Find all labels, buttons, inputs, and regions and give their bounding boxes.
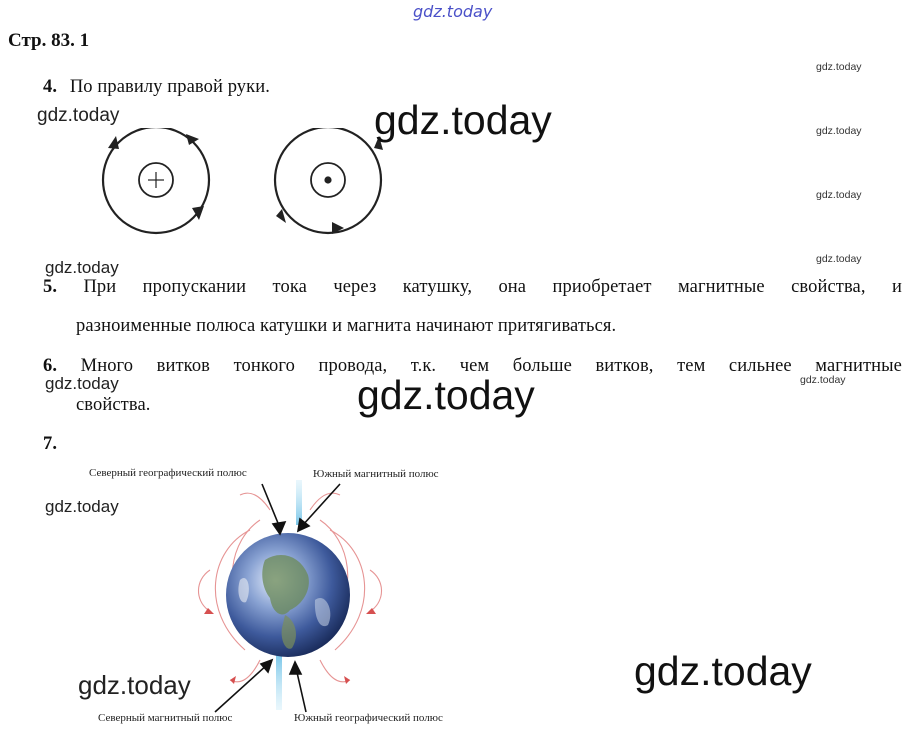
item-text: По правилу правой руки. [69,77,270,97]
item-6-line-2: свойства. [76,395,151,415]
current-into-page-icon [103,128,209,233]
earth-globe-icon [226,533,350,657]
item-7 [43,434,57,455]
watermark-large-2: gdz.today [357,372,535,418]
label-north-geographic-pole: Северный географический полюс [89,467,247,479]
watermark-small-5: gdz.today [800,374,846,386]
watermark-medium-1: gdz.today [37,105,120,126]
watermark-small-2: gdz.today [816,125,862,137]
item-number: 5. [43,277,58,297]
watermark-small-1: gdz.today [816,61,862,73]
item-number: 4. [43,77,58,97]
label-north-magnetic-pole: Северный магнитный полюс [98,712,233,724]
watermark-medium-5: gdz.today [78,670,191,700]
label-south-geographic-pole: Южный географический полюс [294,712,443,724]
watermark-small-3: gdz.today [816,189,862,201]
item-text: При пропускании тока через катушку, она приобретает магнитные свойства, и [83,277,902,297]
item-number: 7. [43,434,58,454]
label-south-magnetic-pole: Южный магнитный полюс [313,468,439,480]
page-header: Стр. 83. 1 [8,30,90,51]
earth-magnetic-field-diagram [190,480,390,716]
item-5-line-2: разноименные полюса катушки и магнита начинают притягиваться. [76,316,617,336]
item-text: Много витков тонкого провода, т.к. чем больше витков, тем сильнее магнитные [80,356,902,376]
current-out-of-page-icon [275,128,383,234]
watermark-medium-2: gdz.today [45,258,119,277]
item-number: 6. [43,356,58,376]
watermark-large-1: gdz.today [374,97,552,143]
watermark-large-3: gdz.today [634,648,812,694]
watermark-medium-4: gdz.today [45,497,119,516]
watermark-small-4: gdz.today [816,253,862,265]
right-hand-rule-diagram [96,128,386,240]
watermark-medium-3: gdz.today [45,374,119,393]
item-5-line-1 [43,277,902,298]
item-4 [43,77,270,98]
watermark-top: gdz.today [413,2,493,21]
